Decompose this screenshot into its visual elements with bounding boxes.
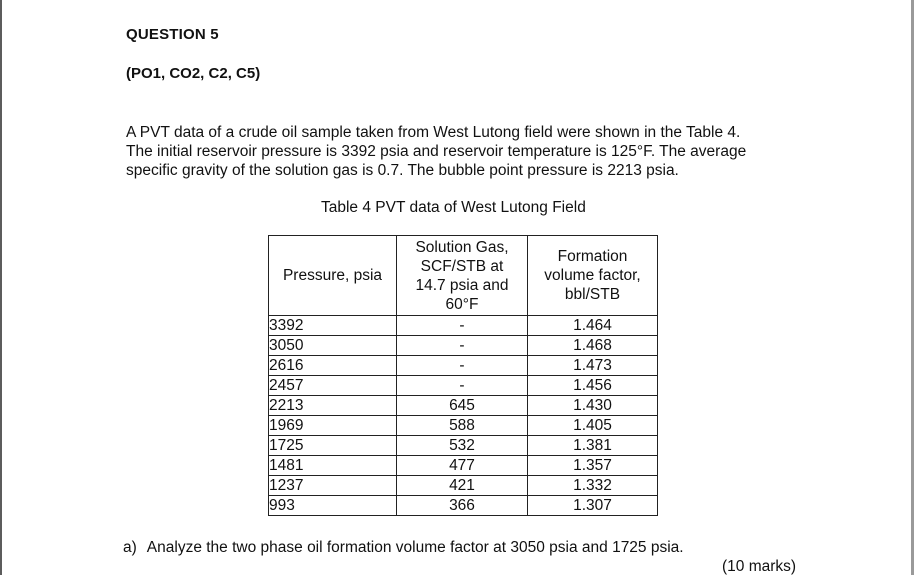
header-pressure-line: Pressure, psia <box>282 267 383 284</box>
cell-solution-gas: - <box>397 316 528 336</box>
cell-pressure: 3392 <box>269 316 397 336</box>
cell-solution-gas: 532 <box>397 436 528 456</box>
question-intro-paragraph <box>126 123 816 180</box>
table-row <box>269 336 658 356</box>
header-solution-gas-line: Solution Gas, <box>415 238 509 256</box>
intro-line: specific gravity of the solution gas is 0.7. The bubble point pressure is 2213 psia. <box>126 162 679 179</box>
cell-fvf: 1.468 <box>528 336 658 356</box>
intro-line: The initial reservoir pressure is 3392 psia and reservoir temperature is 125°F. The average <box>126 143 747 160</box>
cell-solution-gas: - <box>397 336 528 356</box>
cell-solution-gas: 477 <box>397 456 528 476</box>
intro-line: A PVT data of a crude oil sample taken from West Lutong field were shown in the Table 4. <box>126 124 741 141</box>
header-formation-volume-factor <box>528 236 658 316</box>
table-caption: Table 4 PVT data of West Lutong Field <box>321 199 586 216</box>
cell-fvf: 1.456 <box>528 376 658 396</box>
cell-pressure: 1969 <box>269 416 397 436</box>
question-title: QUESTION 5 <box>126 26 219 43</box>
table-row <box>269 496 658 516</box>
pvt-data-table <box>268 235 658 516</box>
cell-pressure: 1237 <box>269 476 397 496</box>
cell-fvf: 1.464 <box>528 316 658 336</box>
table-row <box>269 416 658 436</box>
table-row <box>269 376 658 396</box>
question-codes: (PO1, CO2, C2, C5) <box>126 65 261 82</box>
cell-solution-gas: - <box>397 376 528 396</box>
header-fvf-line: Formation <box>557 248 628 265</box>
page-left-edge <box>0 0 2 575</box>
part-a-text: Analyze the two phase oil formation volume factor at 3050 psia and 1725 psia. <box>146 539 684 556</box>
cell-solution-gas: 366 <box>397 496 528 516</box>
cell-solution-gas: 645 <box>397 396 528 416</box>
part-a-question <box>123 539 684 557</box>
cell-fvf: 1.357 <box>528 456 658 476</box>
header-solution-gas-line: SCF/STB at <box>420 257 504 275</box>
table-row <box>269 476 658 496</box>
cell-fvf: 1.381 <box>528 436 658 456</box>
cell-solution-gas: 421 <box>397 476 528 496</box>
part-a-label: a) <box>123 539 137 556</box>
header-solution-gas-line: 60°F <box>445 295 479 313</box>
cell-pressure: 1725 <box>269 436 397 456</box>
cell-pressure: 993 <box>269 496 397 516</box>
cell-pressure: 2616 <box>269 356 397 376</box>
cell-pressure: 1481 <box>269 456 397 476</box>
table-row <box>269 356 658 376</box>
cell-solution-gas: - <box>397 356 528 376</box>
table-row <box>269 436 658 456</box>
cell-solution-gas: 588 <box>397 416 528 436</box>
cell-fvf: 1.473 <box>528 356 658 376</box>
header-fvf-line: bbl/STB <box>564 286 621 303</box>
header-solution-gas-line: 14.7 psia and <box>415 276 509 294</box>
table-row <box>269 396 658 416</box>
header-pressure <box>269 236 397 316</box>
table-header-row <box>269 236 658 316</box>
table-row <box>269 456 658 476</box>
cell-fvf: 1.405 <box>528 416 658 436</box>
cell-fvf: 1.332 <box>528 476 658 496</box>
table-row <box>269 316 658 336</box>
cell-pressure: 2457 <box>269 376 397 396</box>
header-solution-gas <box>397 236 528 316</box>
part-a-marks: (10 marks) <box>722 558 797 575</box>
cell-fvf: 1.430 <box>528 396 658 416</box>
cell-pressure: 2213 <box>269 396 397 416</box>
cell-pressure: 3050 <box>269 336 397 356</box>
cell-fvf: 1.307 <box>528 496 658 516</box>
header-fvf-line: volume factor, <box>544 267 641 284</box>
